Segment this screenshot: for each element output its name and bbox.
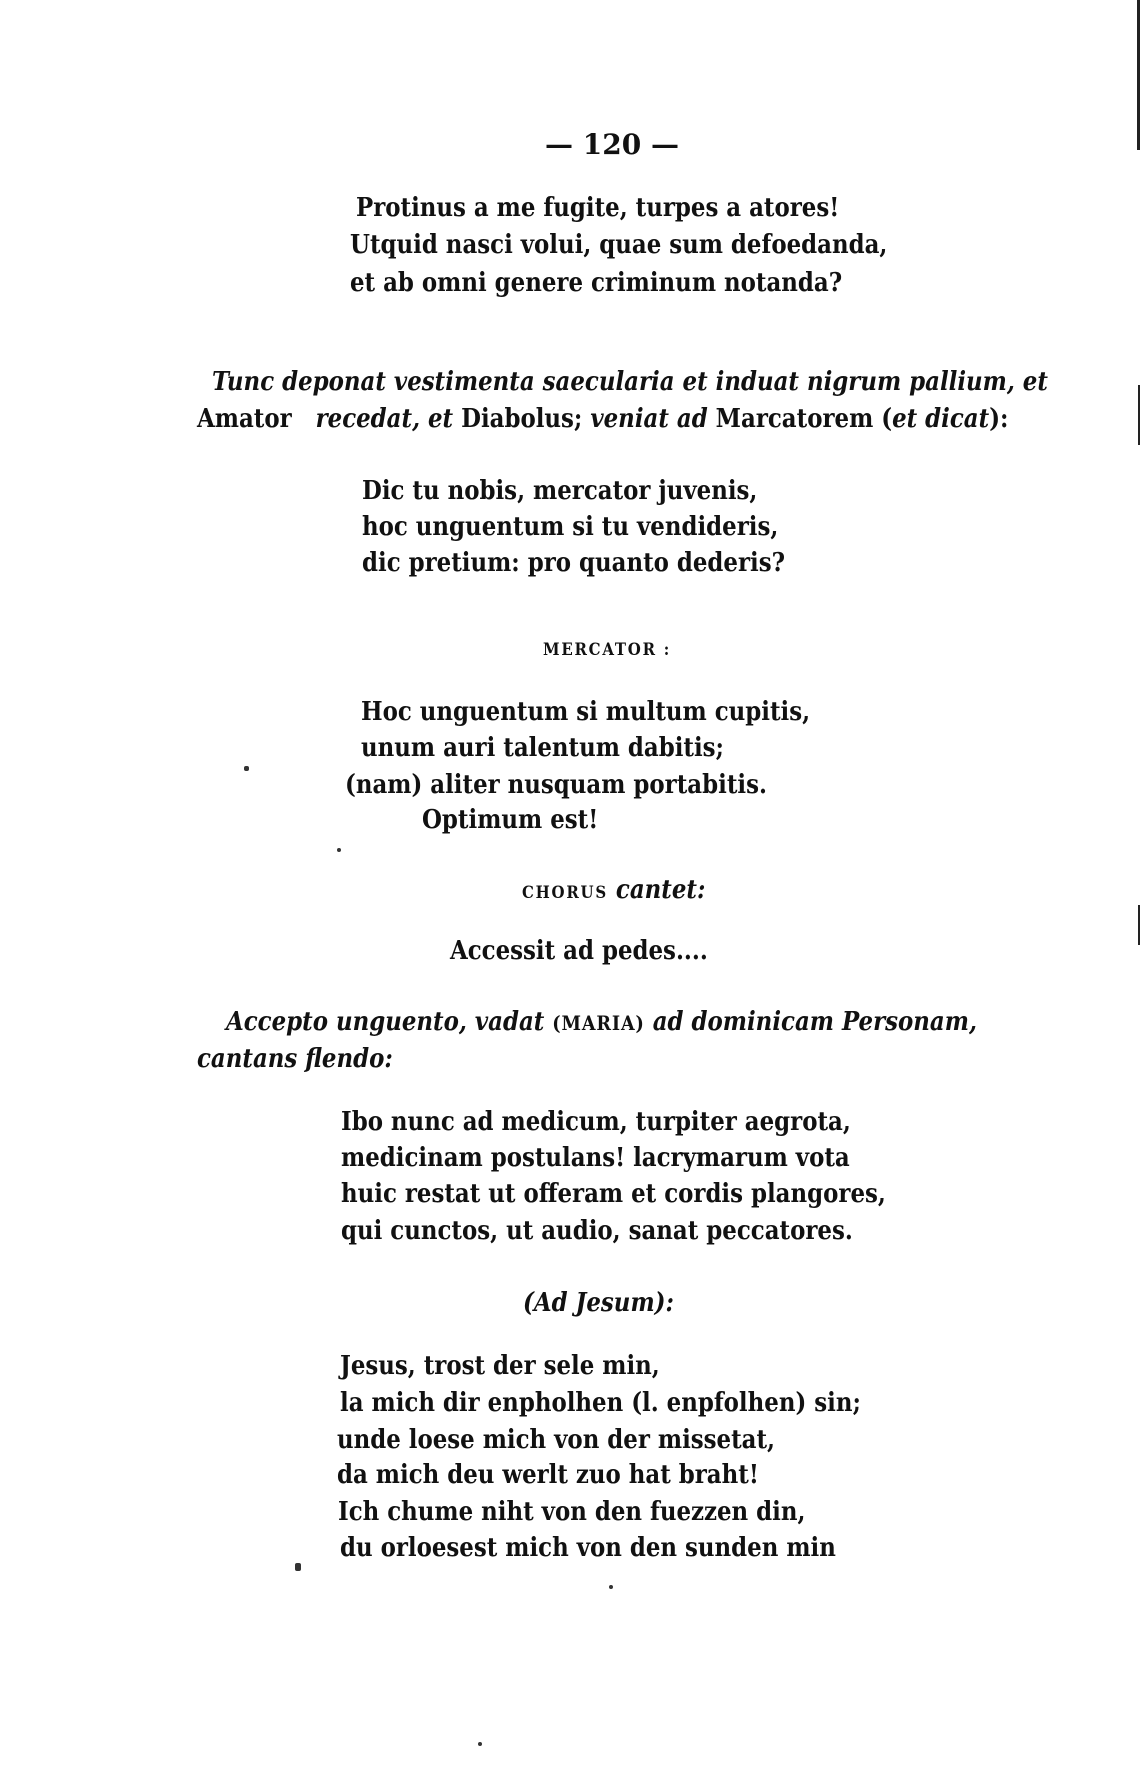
direction-text: recedat, et bbox=[315, 404, 462, 434]
verse-line: unum auri talentum dabitis; bbox=[361, 733, 725, 763]
role-name: Diabolus; bbox=[461, 404, 591, 434]
verse-line: Optimum est! bbox=[422, 805, 599, 835]
verse-line: hoc unguentum si tu vendideris, bbox=[362, 512, 779, 542]
verse-line: unde loese mich von der missetat, bbox=[337, 1425, 776, 1455]
verse-line: Ibo nunc ad medicum, turpiter aegrota, bbox=[341, 1107, 851, 1137]
role-name: Marcatorem ( bbox=[715, 404, 893, 434]
scan-speck bbox=[244, 766, 249, 771]
verse-line: dic pretium: pro quanto dederis? bbox=[362, 548, 786, 578]
role-name: Amator bbox=[197, 404, 300, 434]
direction-text: Accepto unguento, vadat bbox=[226, 1007, 553, 1037]
stage-direction-line: Tunc deponat vestimenta saecularia et induat nigrum pallium, et bbox=[212, 367, 1048, 397]
chorus-direction bbox=[522, 875, 705, 908]
verse-line: la mich dir enpholhen (l. enpfolhen) sin; bbox=[340, 1388, 861, 1418]
direction-text: cantet: bbox=[615, 875, 706, 905]
punctuation: ): bbox=[989, 404, 1009, 434]
direction-text: ad dominicam Personam, bbox=[644, 1007, 977, 1037]
verse-line: qui cunctos, ut audio, sanat peccatores. bbox=[341, 1216, 853, 1246]
verse-line: du orloesest mich von den sunden min bbox=[340, 1533, 836, 1563]
direction-text: et dicat bbox=[892, 404, 990, 434]
verse-line: Ich chume niht von den fuezzen din, bbox=[338, 1497, 806, 1527]
verse-line: Dic tu nobis, mercator juvenis, bbox=[362, 476, 758, 506]
verse-line: Accessit ad pedes.... bbox=[450, 936, 708, 966]
scan-speck bbox=[337, 848, 341, 852]
verse-line: medicinam postulans! lacrymarum vota bbox=[341, 1143, 850, 1173]
scan-speck bbox=[609, 1585, 613, 1589]
stage-direction-line bbox=[226, 1007, 977, 1038]
verse-line: huic restat ut offeram et cordis plangores, bbox=[341, 1179, 886, 1209]
verse-line: Jesus, trost der sele min, bbox=[340, 1351, 660, 1381]
speaker-label: MERCATOR : bbox=[543, 640, 672, 660]
verse-line: Hoc unguentum si multum cupitis, bbox=[361, 697, 811, 727]
stage-direction-line: cantans flendo: bbox=[197, 1044, 393, 1074]
direction-text: veniat ad bbox=[590, 404, 716, 434]
stage-direction-line bbox=[197, 404, 1008, 434]
verse-line: et ab omni genere criminum notanda? bbox=[350, 268, 843, 298]
role-name: (MARIA) bbox=[552, 1011, 645, 1035]
scan-speck bbox=[478, 1742, 482, 1746]
stage-direction-line: (Ad Jesum): bbox=[523, 1288, 674, 1318]
page-number: — 120 — bbox=[545, 128, 679, 161]
verse-line: Protinus a me fugite, turpes a atores! bbox=[356, 193, 840, 223]
speaker-label: CHORUS bbox=[522, 883, 608, 903]
verse-line: da mich deu werlt zuo hat braht! bbox=[337, 1460, 759, 1490]
verse-line: Utquid nasci volui, quae sum defoedanda, bbox=[350, 230, 888, 260]
scan-speck bbox=[295, 1563, 301, 1571]
verse-line: (nam) aliter nusquam portabitis. bbox=[345, 770, 767, 800]
